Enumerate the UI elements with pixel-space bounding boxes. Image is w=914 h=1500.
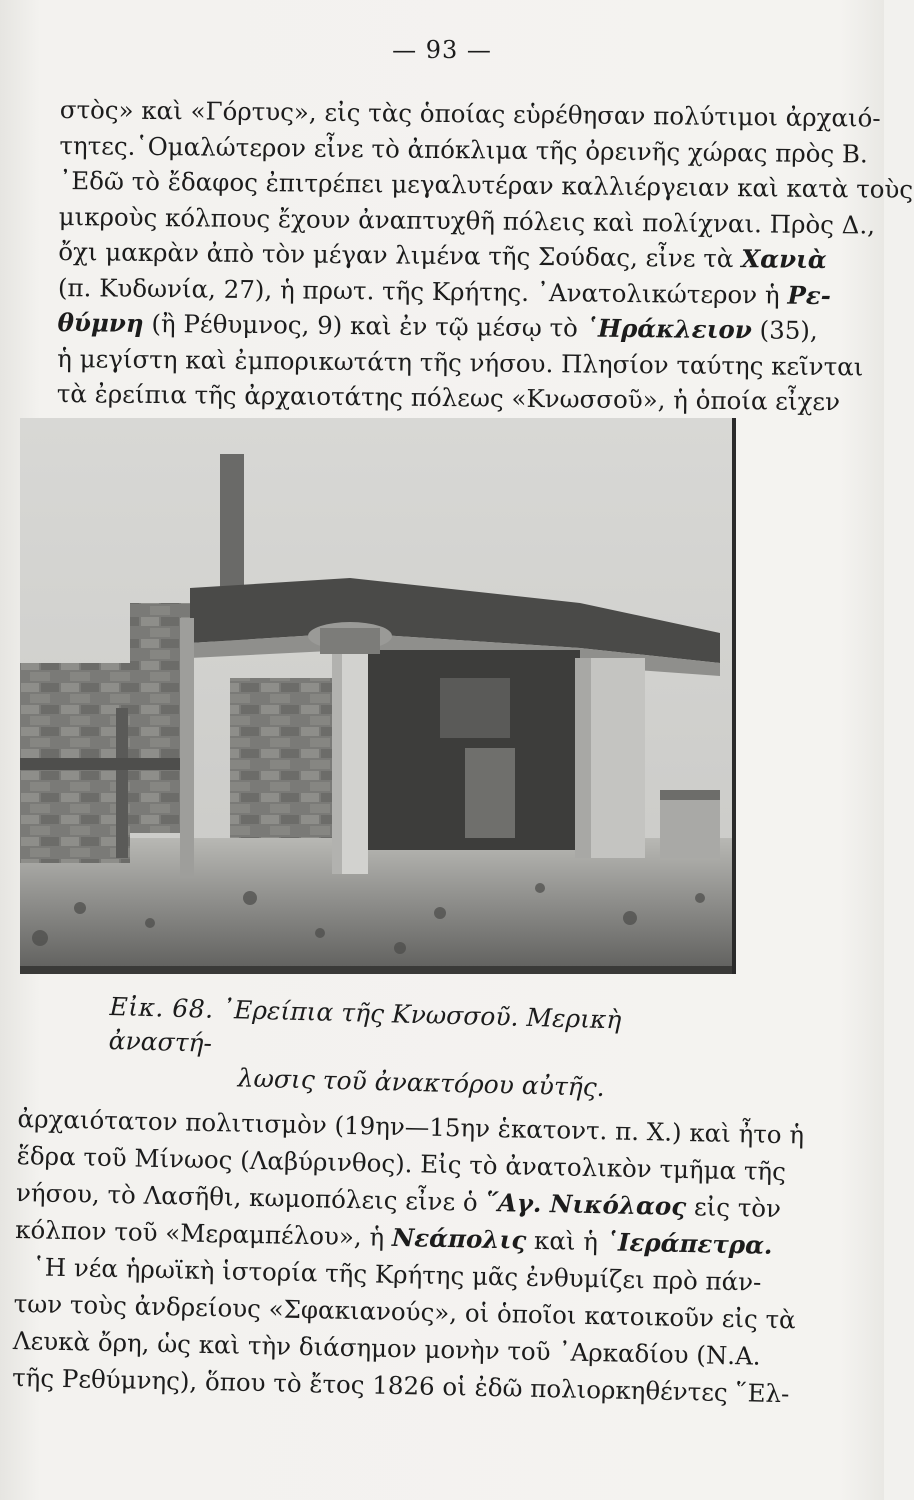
text-fragment: κόλπον τοῦ «Μεραμπέλου», ἡ: [14, 1214, 393, 1252]
text-fragment: (ἢ Ρέθυμνος, 9) καὶ ἐν τῷ μέσῳ τὸ: [143, 308, 586, 343]
knossos-ruins-photo: [20, 418, 736, 974]
text-line: στὸς» καὶ «Γόρτυς», εἰς τὰς ὁποίας εὑρέθησαν πολύτιμοι ἀρχαιό-: [59, 94, 881, 133]
photo-illustration: [20, 418, 732, 974]
text-line: ῾Η νέα ἡρωϊκὴ ἱστορία τῆς Κρήτης μᾶς ἐνθυμίζει πρὸ πάν-: [32, 1252, 762, 1297]
text-fragment: καὶ ἡ: [525, 1225, 607, 1257]
place-name-agios-nikolaos: ῞Αγ. Νικόλαος: [485, 1187, 687, 1222]
place-name-ierapetra: ῾Ιεράπετρα.: [605, 1227, 773, 1260]
text-line: των τοὺς ἀνδρείους «Σφακιανούς», οἱ ὁποῖοι κατοικοῦν εἰς τὰ: [13, 1288, 796, 1335]
text-fragment: νήσου, τὸ Λασῆθι, κωμοπόλεις εἶνε ὁ: [15, 1177, 486, 1217]
text-fragment: (35),: [751, 315, 818, 345]
text-line: ᾿Εδῶ τὸ ἔδαφος ἐπιτρέπει μεγαλυτέραν καλλιέργειαν καὶ κατὰ τοὺς: [58, 165, 914, 204]
place-name-neapolis: Νεάπολις: [391, 1222, 527, 1255]
text-line: τῆς Ρεθύμνης), ὅπου τὸ ἔτος 1826 οἱ ἐδῶ πολιορκηθέντες ῞Ελ-: [11, 1362, 790, 1409]
page-number: — 93 —: [392, 36, 492, 64]
text-line: τητες.῾Ομαλώτερον εἶνε τὸ ἀπόκλιμα τῆς ὀρεινῆς χώρας πρὸς Β.: [59, 130, 868, 168]
text-line: ἀρχαιότατον πολιτισμὸν (19ην—15ην ἑκατοντ. π. Χ.) καὶ ἦτο ἡ: [17, 1103, 805, 1150]
text-line: ἡ μεγίστη καὶ ἐμπορικωτάτη τῆς νήσου. Πλησίον ταύτης κεῖνται: [57, 343, 864, 381]
bottom-paragraph: [11, 1100, 805, 1411]
text-line: τὰ ἐρείπια τῆς ἀρχαιοτάτης πόλεως «Κνωσσοῦ», ἡ ὁποία εἶχεν: [56, 378, 841, 417]
place-name-chania: Χανιὰ: [741, 244, 827, 275]
text-fragment: (π. Κυδωνία, 27), ἡ πρωτ. τῆς Κρήτης. ᾿Ανατολικώτερον ἡ: [57, 272, 788, 310]
text-line: ἕδρα τοῦ Μίνωος (Λαβύρινθος). Εἰς τὸ ἀνατολικὸν τμῆμα τῆς: [16, 1140, 787, 1187]
caption-line-1: ᾿Ερείπια τῆς Κνωσσοῦ. Μερικὴ ἀναστή-: [108, 994, 622, 1058]
top-paragraph: [56, 92, 914, 419]
text-line: Λευκὰ ὄρη, ὡς καὶ τὴν διάσημον μονὴν τοῦ ᾿Αρκαδίου (Ν.Α.: [12, 1325, 761, 1371]
figure-caption: [107, 990, 729, 1108]
text-fragment: εἰς τὸν: [685, 1192, 782, 1223]
place-name-rethymno-cont: θύμνη: [57, 307, 144, 338]
figure-label: Εἰκ. 68.: [109, 991, 215, 1024]
text-line: μικροὺς κόλπους ἔχουν ἀναπτυχθῆ πόλεις καὶ πολίχναι. Πρὸς Δ.,: [58, 201, 876, 240]
text-fragment: ὄχι μακρὰν ἀπὸ τὸν μέγαν λιμένα τῆς Σούδας, εἶνε τὰ: [58, 236, 742, 274]
place-name-rethymno: Ρε-: [787, 280, 832, 310]
caption-line-2: λωσις τοῦ ἀνακτόρου αὐτῆς.: [237, 1063, 606, 1102]
place-name-heraklion: ῾Ηράκλειον: [585, 313, 753, 345]
